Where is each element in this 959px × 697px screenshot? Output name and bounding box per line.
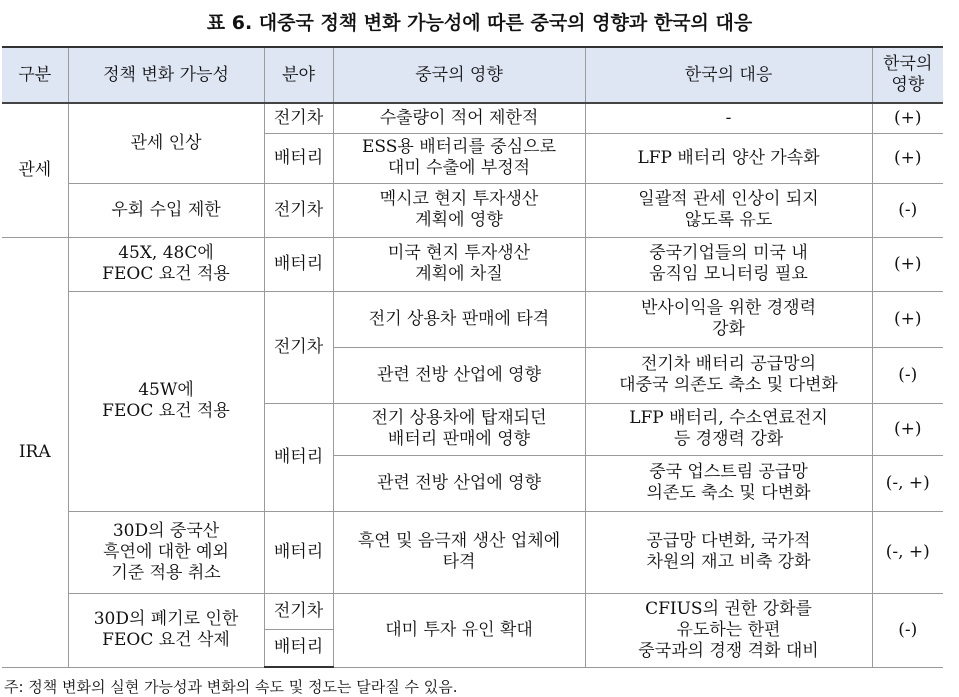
korea-response-cell: 일괄적 관세 인상이 되지 않도록 유도 bbox=[585, 183, 872, 237]
korea-response-cell: LFP 배터리 양산 가속화 bbox=[585, 133, 872, 183]
table-row bbox=[2, 593, 943, 629]
korea-impact-cell: (+) bbox=[872, 133, 943, 183]
korea-impact-cell: (-, +) bbox=[872, 455, 943, 511]
china-impact-cell: 대미 투자 유인 확대 bbox=[333, 593, 585, 667]
policy-cell: 우회 수입 제한 bbox=[68, 183, 264, 237]
korea-impact-cell: (+) bbox=[872, 291, 943, 347]
korea-response-cell: 중국기업들의 미국 내 움직임 모니터링 필요 bbox=[585, 237, 872, 291]
header-category: 구분 bbox=[2, 47, 68, 103]
china-impact-cell: ESS용 배터리를 중심으로 대미 수출에 부정적 bbox=[333, 133, 585, 183]
policy-cell: 30D의 중국산 흑연에 대한 예외 기준 적용 취소 bbox=[68, 511, 264, 593]
table-row bbox=[2, 103, 943, 133]
field-cell: 배터리 bbox=[264, 511, 333, 593]
table-row bbox=[2, 291, 943, 347]
china-impact-cell: 멕시코 현지 투자생산 계획에 영향 bbox=[333, 183, 585, 237]
korea-response-cell: 중국 업스트림 공급망 의존도 축소 및 다변화 bbox=[585, 455, 872, 511]
header-korea-impact: 한국의 영향 bbox=[872, 47, 943, 103]
korea-response-cell: CFIUS의 권한 강화를 유도하는 한편 중국과의 경쟁 격화 대비 bbox=[585, 593, 872, 667]
korea-response-cell: 반사이익을 위한 경쟁력 강화 bbox=[585, 291, 872, 347]
table-title: 표 6. 대중국 정책 변화 가능성에 따른 중국의 영향과 한국의 대응 bbox=[206, 12, 753, 34]
field-cell: 배터리 bbox=[264, 133, 333, 183]
korea-impact-cell: (+) bbox=[872, 103, 943, 133]
field-cell: 전기차 bbox=[264, 593, 333, 629]
china-impact-cell: 전기 상용차 판매에 타격 bbox=[333, 291, 585, 347]
table-footnote: 주: 정책 변화의 실현 가능성과 변화의 속도 및 정도는 달라질 수 있음. bbox=[4, 678, 458, 696]
header-china-impact: 중국의 영향 bbox=[333, 47, 585, 103]
korea-response-cell: 전기차 배터리 공급망의 대중국 의존도 축소 및 다변화 bbox=[585, 347, 872, 403]
china-impact-cell: 수출량이 적어 제한적 bbox=[333, 103, 585, 133]
category-ira: IRA bbox=[2, 237, 68, 667]
field-cell: 전기차 bbox=[264, 183, 333, 237]
korea-impact-cell: (-) bbox=[872, 183, 943, 237]
korea-impact-cell: (-) bbox=[872, 593, 943, 667]
field-cell: 배터리 bbox=[264, 629, 333, 667]
field-cell: 배터리 bbox=[264, 403, 333, 511]
korea-impact-cell: (-, +) bbox=[872, 511, 943, 593]
header-row bbox=[2, 47, 943, 103]
korea-response-cell: - bbox=[585, 103, 872, 133]
china-impact-cell: 전기 상용차에 탑재되던 배터리 판매에 영향 bbox=[333, 403, 585, 455]
header-korea-response: 한국의 대응 bbox=[585, 47, 872, 103]
field-cell: 전기차 bbox=[264, 291, 333, 403]
china-impact-cell: 관련 전방 산업에 영향 bbox=[333, 455, 585, 511]
china-impact-cell: 흑연 및 음극재 생산 업체에 타격 bbox=[333, 511, 585, 593]
korea-response-cell: 공급망 다변화, 국가적 차원의 재고 비축 강화 bbox=[585, 511, 872, 593]
table-row bbox=[2, 183, 943, 237]
policy-table bbox=[2, 46, 943, 668]
header-policy: 정책 변화 가능성 bbox=[68, 47, 264, 103]
korea-impact-cell: (-) bbox=[872, 347, 943, 403]
category-tariff: 관세 bbox=[2, 103, 68, 237]
policy-cell: 관세 인상 bbox=[68, 103, 264, 183]
field-cell: 배터리 bbox=[264, 237, 333, 291]
korea-response-cell: LFP 배터리, 수소연료전지 등 경쟁력 강화 bbox=[585, 403, 872, 455]
policy-cell: 45X, 48C에 FEOC 요건 적용 bbox=[68, 237, 264, 291]
header-field: 분야 bbox=[264, 47, 333, 103]
policy-cell: 45W에 FEOC 요건 적용 bbox=[68, 291, 264, 511]
table-row bbox=[2, 511, 943, 593]
korea-impact-cell: (+) bbox=[872, 237, 943, 291]
field-cell: 전기차 bbox=[264, 103, 333, 133]
korea-impact-cell: (+) bbox=[872, 403, 943, 455]
table-row bbox=[2, 237, 943, 291]
china-impact-cell: 미국 현지 투자생산 계획에 차질 bbox=[333, 237, 585, 291]
policy-cell: 30D의 폐기로 인한 FEOC 요건 삭제 bbox=[68, 593, 264, 667]
china-impact-cell: 관련 전방 산업에 영향 bbox=[333, 347, 585, 403]
